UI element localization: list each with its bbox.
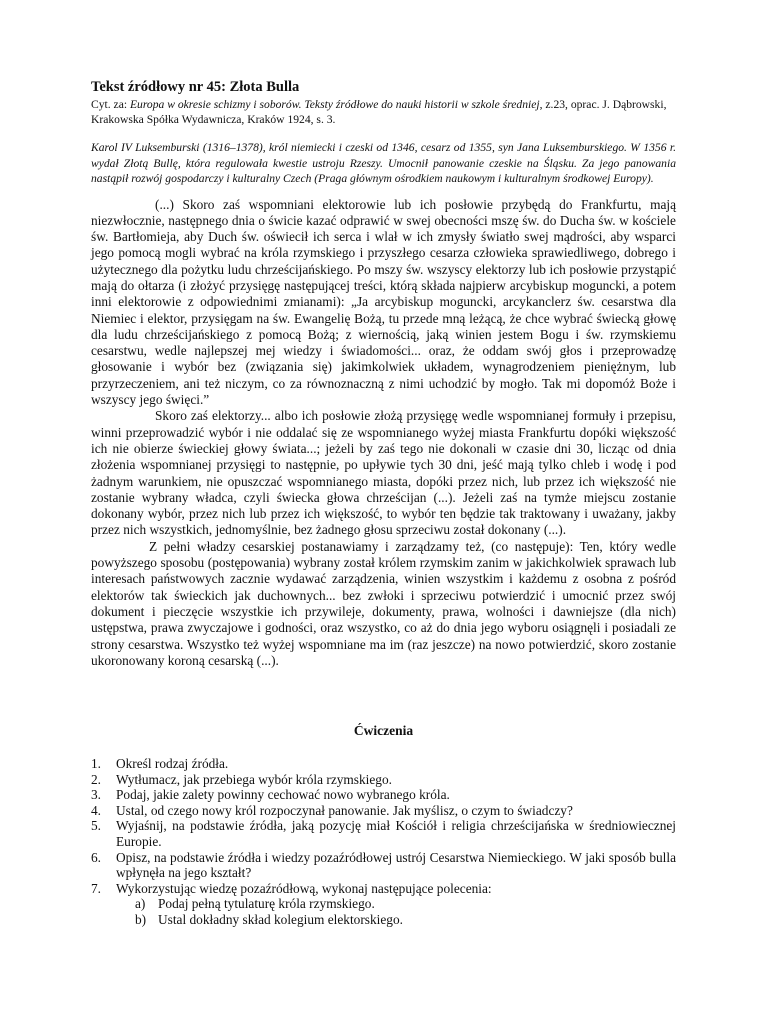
exercise-number: 1. [91,756,102,772]
exercise-subitem-text: Ustal dokładny skład kolegium elektorskiego. [158,912,403,928]
exercise-text: Wytłumacz, jak przebiega wybór króla rzymskiego. [116,771,392,787]
exercise-subitem-letter: a) [135,896,146,912]
exercise-item [91,803,676,819]
citation-suffix: , z.23, oprac. J. Dąbrowski, Krakowska Spółka Wydawnicza, Kraków 1924, s. 3. [91,98,667,126]
exercise-item [91,881,676,897]
exercise-text: Ustal, od czego nowy król rozpoczynał panowanie. Jak myślisz, o czym to świadczy? [116,802,573,818]
source-text [91,197,676,670]
exercise-text: Podaj, jakie zalety powinny cechować nowo wybranego króla. [116,787,450,803]
exercise-item [91,850,676,881]
exercise-item [91,787,676,803]
exercise-item [91,756,676,772]
exercise-number: 4. [91,802,102,818]
exercise-number: 5. [91,818,102,834]
citation-prefix: Cyt. za: [91,98,130,111]
exercises-list [91,756,676,896]
exercise-number: 7. [91,880,102,896]
exercise-text: Wyjaśnij, na podstawie źródła, jaką pozycję miał Kościół i religia chrześcijańska w średniowiecznej Europie. [116,818,676,850]
citation-italic-title: Europa w okresie schizmy i soborów. Teksty źródłowe do nauki historii w szkole średniej [129,98,540,111]
exercises-heading: Ćwiczenia [353,723,414,739]
exercise-subitem [135,912,676,928]
exercise-item [91,818,676,849]
exercise-subitem [135,896,676,912]
source-paragraph: (...) Skoro zaś wspomniani elektorowie lub ich posłowie przybędą do Frankfurtu, mają niezwłocznie, następnego dnia o świcie kazać odprawić w swej obecności mszę św. do Ducha św. w kościele św. Bartłomieja, aby Duch św. oświecił ich serca i wlał w ich zmysły światło swej mądrości, aby wsparci jego pomocą mogli wybrać na króla rzymskiego i przyszłego cesarza człowieka sprawiedliwego, dobrego i użytecznego dla pożytku ludu chrześcijańskiego. Po mszy św. wszyscy elektorzy lub ich posłowie przystąpić mają do ołtarza (i złożyć przysięgę następującej treści, którą składa najpierw arcybiskup moguncki, a potem inni elektorowie z odpowiednimi zmianami): „Ja arcybiskup moguncki, arcykanclerz św. cesarstwa dla Niemiec i elektor, przysięgam na św. Ewangelię Bożą, tu przede mną leżącą, że chce wybrać świecką głowę dla ludu chrześcijańskiego z pomocą Bożą; z wiernością, jaką winien jestem Bogu i św. rzymskiemu cesarstwu, wedle najlepszej mej wiedzy i świadomości... oraz, że oddam swój głos i przeprowadzę głosowanie i wybór bez (związania się) jakimkolwiek układem, wynagrodzeniem pieniężnym, lub przyrzeczeniem, ani też niczym, co za równoznaczną z nimi uchodzić by mogło. Tak mi dopomóż Boże i wszyscy jego święci.” [91,196,676,408]
exercise-number: 3. [91,787,102,803]
author-bio: Karol IV Luksemburski (1316–1378), król niemiecki i czeski od 1346, cesarz od 1355, syn Jana Luksemburskiego. W 1356 r. wydał Złotą Bullę, która regulowała kwestie ustroju Rzeszy. Umocnił panowanie czeskie na Śląsku. Za jego panowania nastąpił rozwój gospodarczy i kulturalny Czech (Praga głównym ośrodkiem naukowym i kulturalnym środkowej Europy). [91,141,676,185]
exercise-subitem-text: Podaj pełną tytulaturę króla rzymskiego. [158,896,375,912]
exercise-subitem-letter: b) [135,912,147,928]
document-title: Tekst źródłowy nr 45: Złota Bulla [91,79,300,95]
exercise-text: Wykorzystując wiedzę pozaźródłową, wykonaj następujące polecenia: [116,880,492,896]
exercise-text: Opisz, na podstawie źródła i wiedzy pozaźródłowej ustrój Cesarstwa Niemieckiego. W jaki sposób bulla wpłynęła na jego kształt? [116,849,676,881]
citation [91,97,676,127]
source-paragraph: Skoro zaś elektorzy... albo ich posłowie złożą przysięgę wedle wspomnianej formuły i przepisu, winni przeprowadzić wybór i nie oddalać się ze wspomnianego wyżej miasta Frankfurtu dopóki większość ich nie obierze świeckiej głowy świata...; jeżeli by zaś tego nie dokonali w czasie dni 30, licząc od dnia złożenia wspomnianej przysięgi to następnie, po upływie tych 30 dni, jeść mają tylko chleb i wodę i pod żadnym warunkiem, nie opuszczać wspomnianego miasta, dopóki przez nich, lub przez ich większość nie zostanie wybrany władca, czyli świecka głowa chrześcijan (...). Jeżeli zaś na tymże miejscu zostanie dokonany wybór, przez nich lub przez ich większość, to wybór ten będzie tak traktowany i uważany, jakby przez nich wszystkich, jednomyślnie, bez żadnego głosu sprzeciwu został dokonany (...). [91,408,676,538]
exercise-item [91,772,676,788]
document-page [91,78,676,928]
exercise-number: 2. [91,771,102,787]
source-paragraph: Z pełni władzy cesarskiej postanawiamy i zarządzamy też, (co następuje): Ten, który wedle powyższego sposobu (postępowania) wybrany został królem rzymskim zanim w jakichkolwiek sprawach lub interesach państwowych zacznie wydawać zarządzenia, winien wszystkim i każdemu z osobna z pośród elektorów tak świeckich jak duchownych... bez zwłoki i sprzeciwu potwierdzić i umocnić przez swój dokument i pieczęcie wszystkie ich przywileje, dokumenty, prawa, wolności i dawniejsze (dla nich) ustępstwa, prawa zwyczajowe i godności, oraz wszystko, co aż do dnia jego wyboru osiągnęli i posiadali ze strony cesarstwa. Wszystko też wyżej wspomniane ma im (raz jeszcze) na nowo potwierdzić, skoro zostanie ukoronowany koroną cesarską (...). [91,538,676,668]
exercise-text: Określ rodzaj źródła. [116,756,229,772]
exercise-sublist [91,896,676,927]
exercise-number: 6. [91,849,102,865]
